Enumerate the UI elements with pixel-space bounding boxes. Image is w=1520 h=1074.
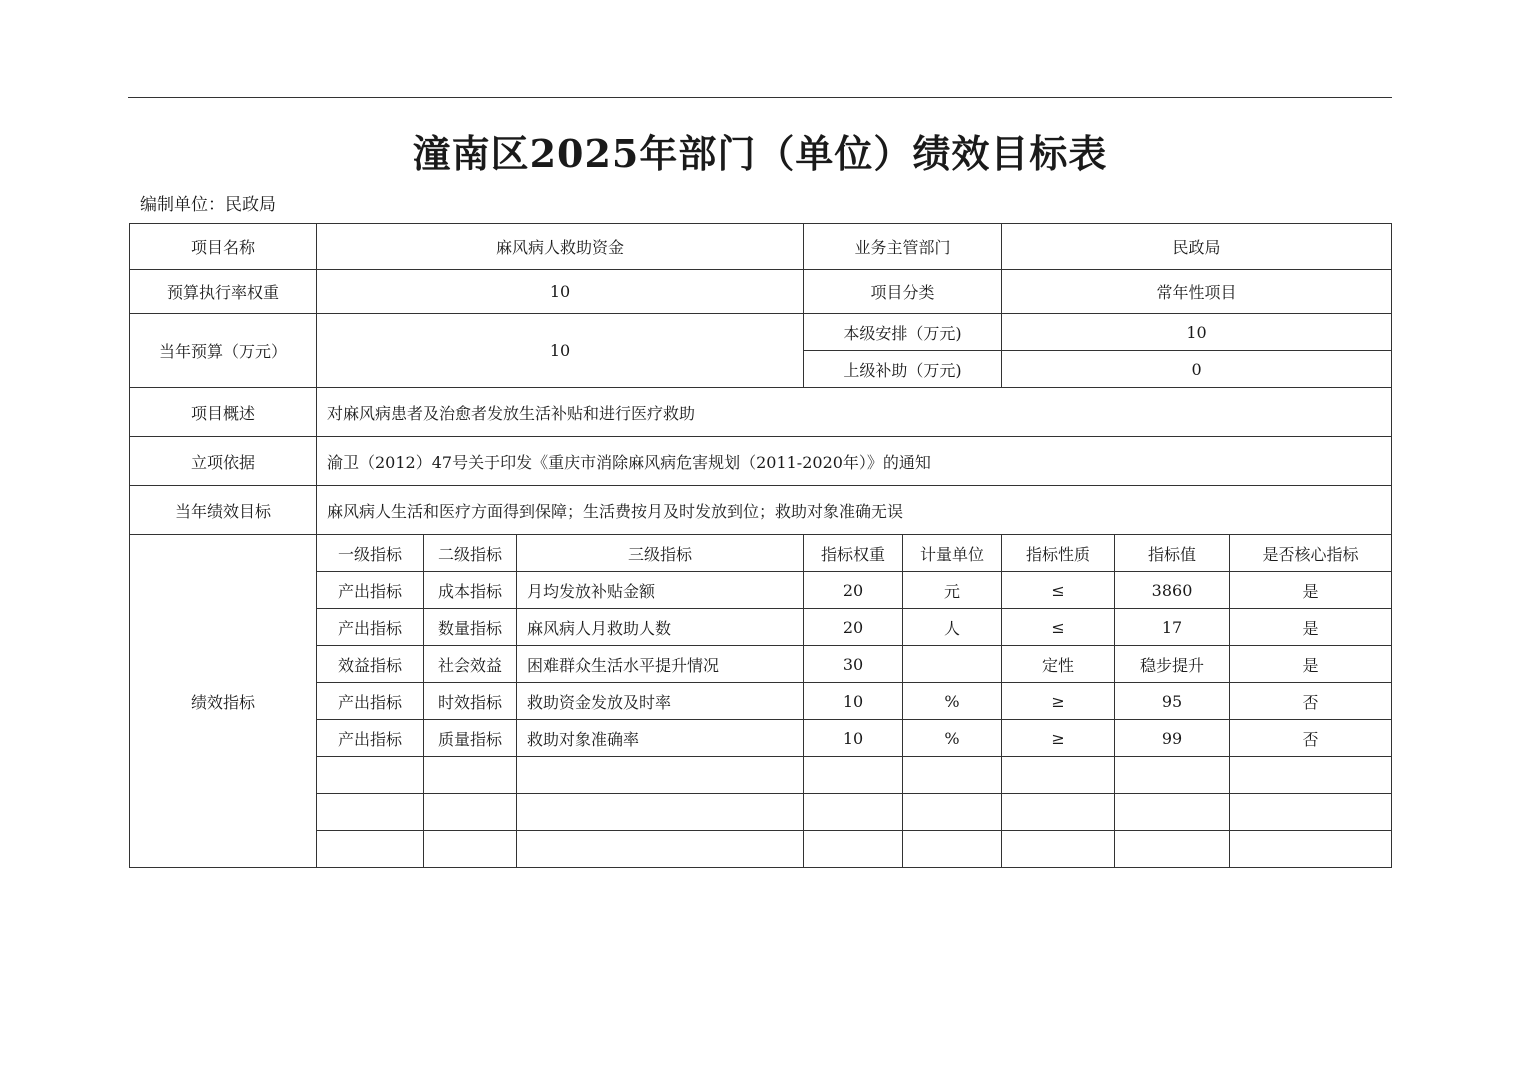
indicator-cell: 社会效益 [424, 646, 517, 683]
header-cell: 指标值 [1115, 535, 1230, 572]
indicator-cell [424, 757, 517, 794]
indicator-cell [804, 794, 903, 831]
indicator-cell: % [903, 720, 1002, 757]
upper-label: 上级补助（万元) [804, 351, 1002, 388]
indicator-cell [903, 646, 1002, 683]
indicator-cell: 稳步提升 [1115, 646, 1230, 683]
overview-label: 项目概述 [130, 388, 317, 437]
header-cell: 指标权重 [804, 535, 903, 572]
indicator-cell: 质量指标 [424, 720, 517, 757]
indicator-cell: 是 [1230, 572, 1392, 609]
budget-label: 当年预算（万元） [130, 314, 317, 388]
indicator-cell: 数量指标 [424, 609, 517, 646]
indicator-cell [1115, 757, 1230, 794]
indicator-cell [517, 794, 804, 831]
indicator-cell: 产出指标 [317, 609, 424, 646]
row-overview [130, 388, 1392, 437]
indicator-cell [1002, 831, 1115, 868]
category-value: 常年性项目 [1002, 270, 1392, 314]
row-basis [130, 437, 1392, 486]
indicator-cell: 20 [804, 572, 903, 609]
overview-value: 对麻风病患者及治愈者发放生活补贴和进行医疗救助 [317, 388, 1392, 437]
indicator-cell [1230, 794, 1392, 831]
indicator-cell [424, 794, 517, 831]
exec-weight-label: 预算执行率权重 [130, 270, 317, 314]
row-project-name [130, 224, 1392, 270]
upper-value: 0 [1002, 351, 1392, 388]
indicator-cell: 产出指标 [317, 683, 424, 720]
page-title: 潼南区2025年部门（单位）绩效目标表 [412, 131, 1108, 176]
indicator-cell: 时效指标 [424, 683, 517, 720]
indicator-cell [903, 757, 1002, 794]
indicator-cell [1230, 831, 1392, 868]
indicator-row [130, 831, 1392, 868]
indicator-cell [1002, 757, 1115, 794]
category-label: 项目分类 [804, 270, 1002, 314]
indicator-cell [1230, 757, 1392, 794]
indicator-cell: 救助对象准确率 [517, 720, 804, 757]
indicator-row [130, 572, 1392, 609]
indicator-cell: 否 [1230, 683, 1392, 720]
indicator-row [130, 683, 1392, 720]
indicator-cell: ≤ [1002, 609, 1115, 646]
indicator-cell: 10 [804, 720, 903, 757]
indicator-cell: 月均发放补贴金额 [517, 572, 804, 609]
indicator-cell [903, 794, 1002, 831]
indicator-cell [517, 831, 804, 868]
indicator-cell: % [903, 683, 1002, 720]
indicator-cell: 救助资金发放及时率 [517, 683, 804, 720]
indicator-cell: 95 [1115, 683, 1230, 720]
indicator-cell: 17 [1115, 609, 1230, 646]
indicator-cell [804, 757, 903, 794]
indicator-row [130, 609, 1392, 646]
indicator-row [130, 720, 1392, 757]
indicator-cell: 人 [903, 609, 1002, 646]
header-cell: 是否核心指标 [1230, 535, 1392, 572]
row-budget-local [130, 314, 1392, 351]
indicator-cell: 否 [1230, 720, 1392, 757]
header-cell: 一级指标 [317, 535, 424, 572]
indicator-cell [1115, 794, 1230, 831]
exec-weight-value: 10 [317, 270, 804, 314]
header-cell: 指标性质 [1002, 535, 1115, 572]
indicator-row [130, 757, 1392, 794]
indicator-cell [317, 794, 424, 831]
indicator-cell [517, 757, 804, 794]
indicator-cell: 是 [1230, 609, 1392, 646]
indicator-row [130, 794, 1392, 831]
indicator-cell: 是 [1230, 646, 1392, 683]
header-cell: 二级指标 [424, 535, 517, 572]
header-cell: 三级指标 [517, 535, 804, 572]
indicator-cell: 成本指标 [424, 572, 517, 609]
indicator-cell [317, 831, 424, 868]
row-goal [130, 486, 1392, 535]
project-name-value: 麻风病人救助资金 [317, 224, 804, 270]
indicators-section-label: 绩效指标 [130, 535, 317, 868]
indicator-row [130, 646, 1392, 683]
indicator-cell [1115, 831, 1230, 868]
indicator-cell: 99 [1115, 720, 1230, 757]
indicator-cell [903, 831, 1002, 868]
indicator-cell: 元 [903, 572, 1002, 609]
budget-value: 10 [317, 314, 804, 388]
indicator-cell: ≥ [1002, 720, 1115, 757]
basis-label: 立项依据 [130, 437, 317, 486]
indicator-cell: 定性 [1002, 646, 1115, 683]
row-exec-weight [130, 270, 1392, 314]
indicator-cell: 10 [804, 683, 903, 720]
top-rule [128, 97, 1392, 98]
goal-value: 麻风病人生活和医疗方面得到保障；生活费按月及时发放到位；救助对象准确无误 [317, 486, 1392, 535]
dept-value: 民政局 [1002, 224, 1392, 270]
indicator-cell: 效益指标 [317, 646, 424, 683]
indicator-cell: 3860 [1115, 572, 1230, 609]
header-cell: 计量单位 [903, 535, 1002, 572]
indicator-cell [804, 831, 903, 868]
local-value: 10 [1002, 314, 1392, 351]
indicator-cell: 产出指标 [317, 720, 424, 757]
indicator-cell: ≤ [1002, 572, 1115, 609]
org-label: 编制单位：民政局 [140, 195, 276, 215]
indicator-header-row [130, 535, 1392, 572]
indicator-cell [1002, 794, 1115, 831]
indicator-cell: 麻风病人月救助人数 [517, 609, 804, 646]
local-label: 本级安排（万元) [804, 314, 1002, 351]
goal-label: 当年绩效目标 [130, 486, 317, 535]
indicator-cell: 30 [804, 646, 903, 683]
performance-table [129, 223, 1392, 868]
indicator-cell [317, 757, 424, 794]
indicator-cell [424, 831, 517, 868]
project-name-label: 项目名称 [130, 224, 317, 270]
indicator-cell: 20 [804, 609, 903, 646]
dept-label: 业务主管部门 [804, 224, 1002, 270]
basis-value: 渝卫（2012）47号关于印发《重庆市消除麻风病危害规划（2011-2020年）》的通知 [317, 437, 1392, 486]
indicator-cell: 产出指标 [317, 572, 424, 609]
indicator-cell: 困难群众生活水平提升情况 [517, 646, 804, 683]
indicator-cell: ≥ [1002, 683, 1115, 720]
